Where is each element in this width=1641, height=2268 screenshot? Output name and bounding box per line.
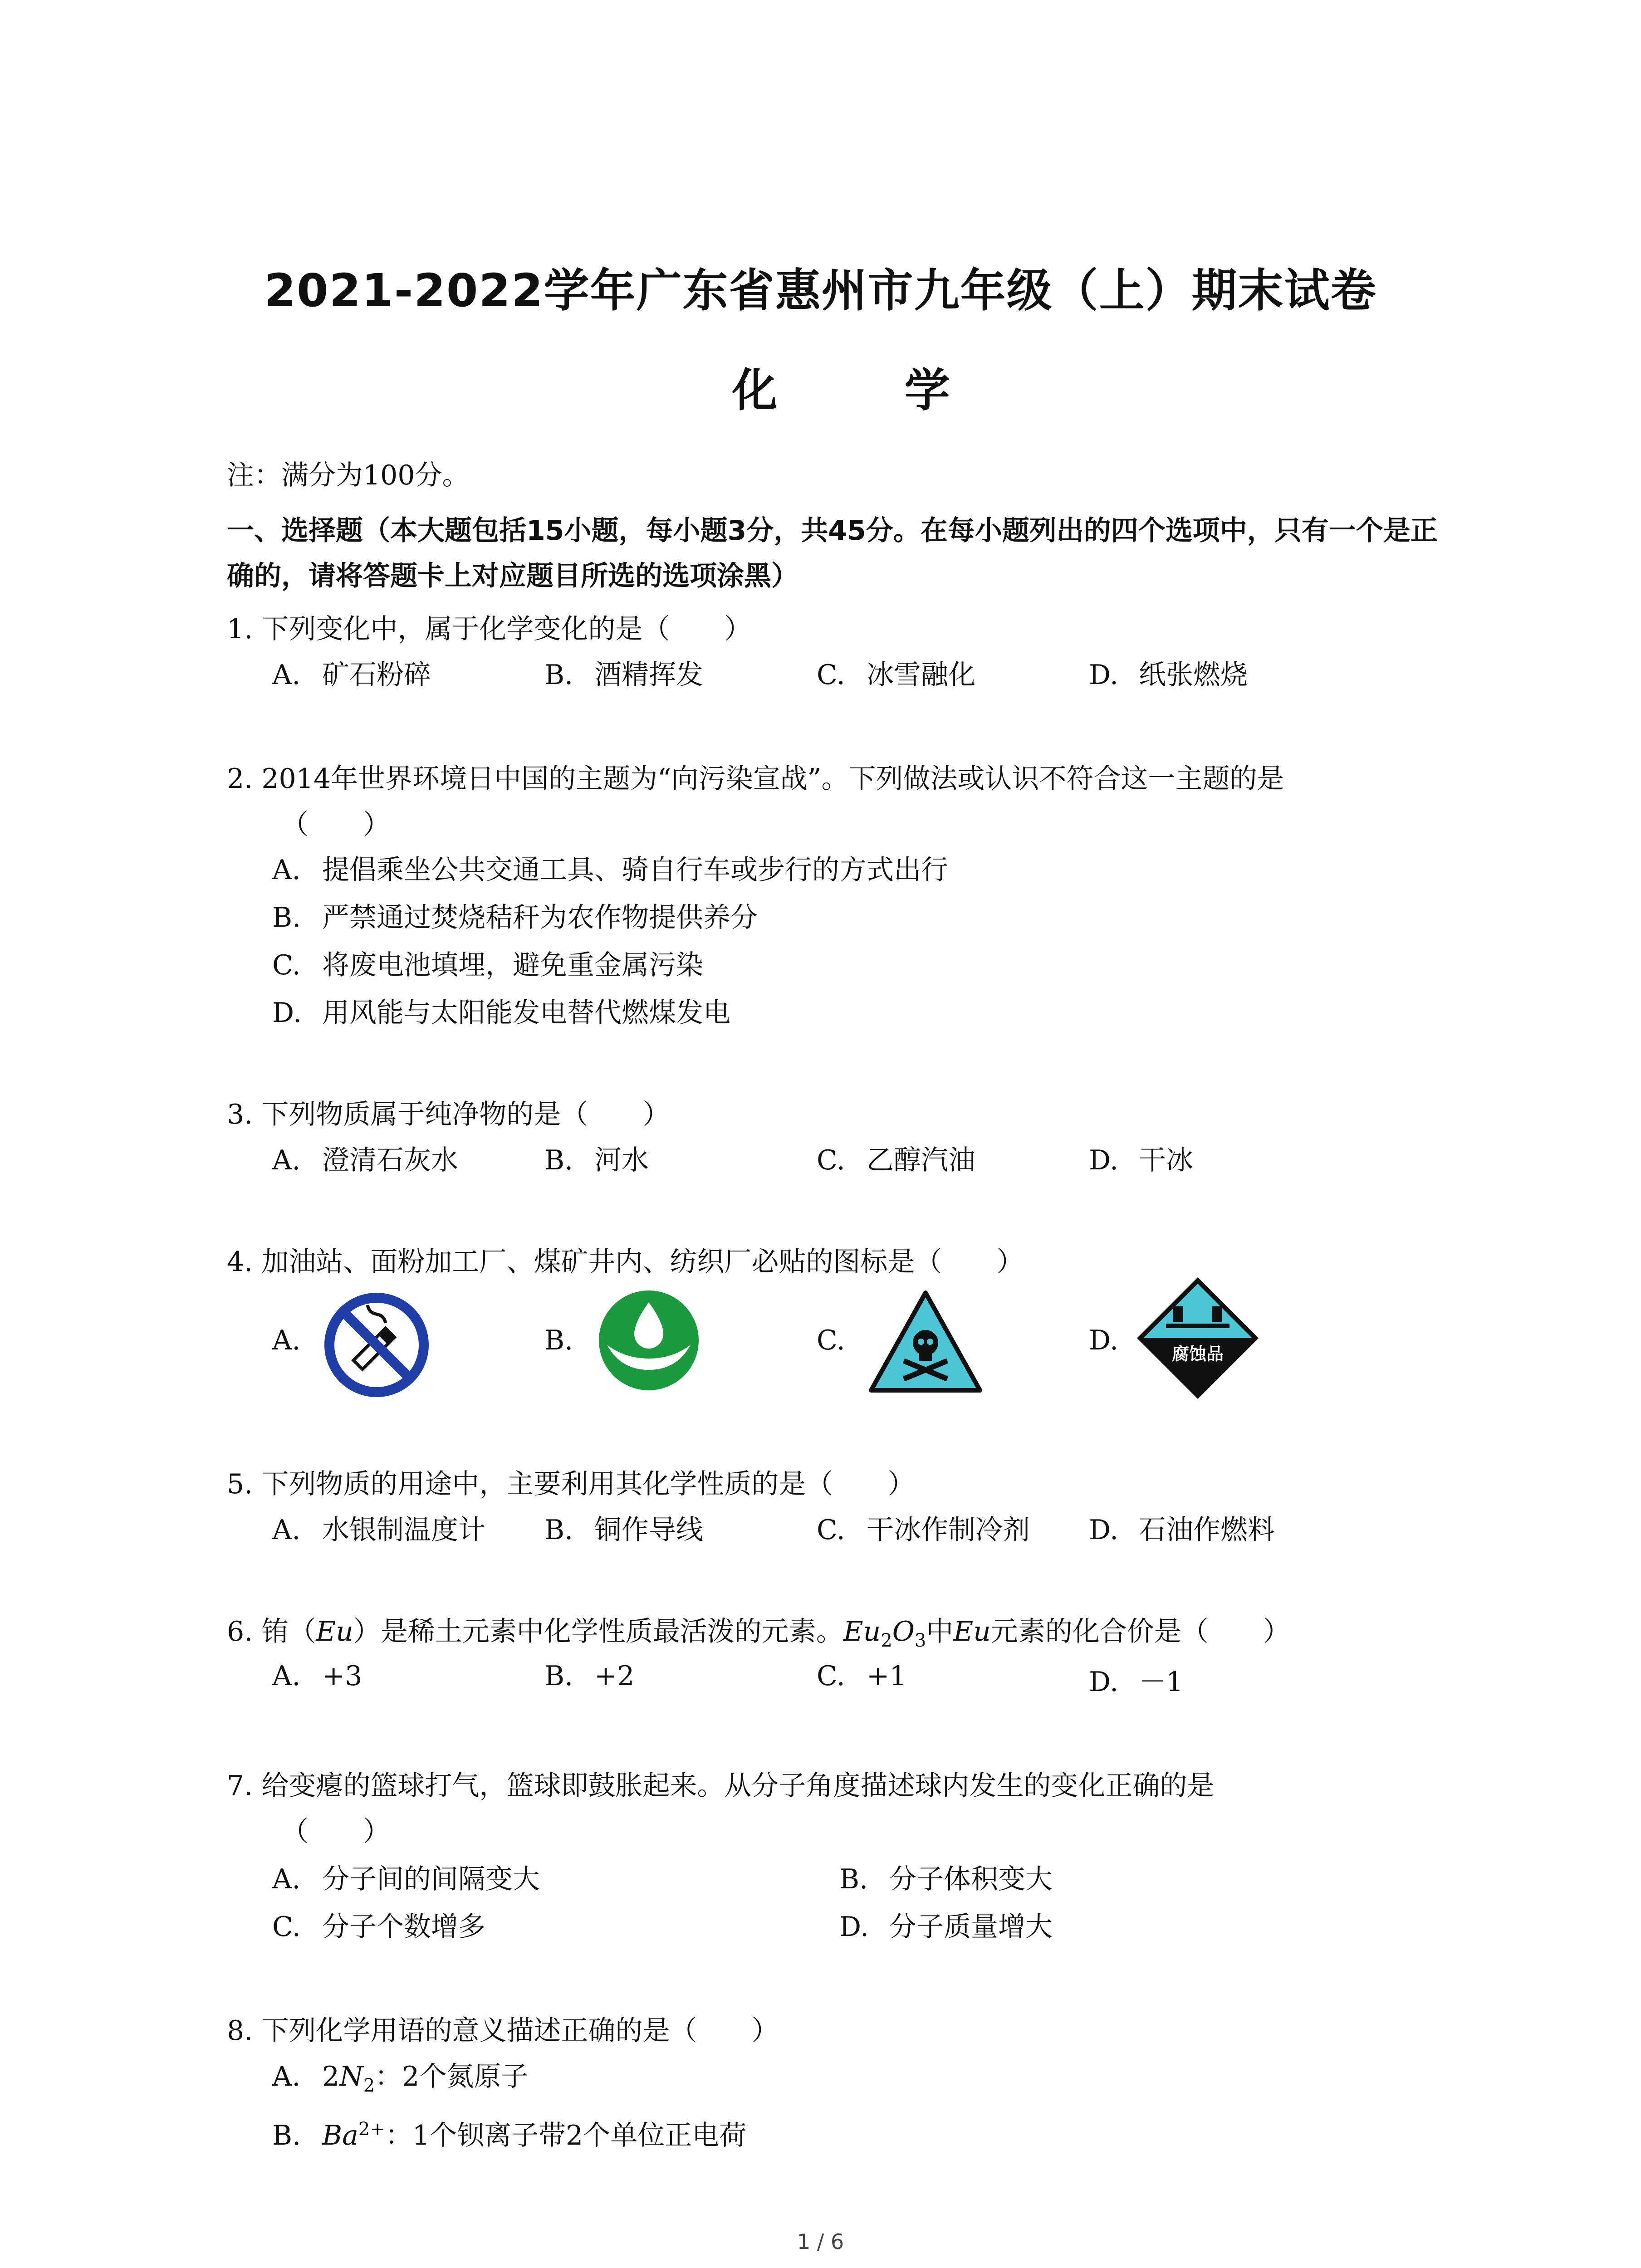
q1-option-d: D. 纸张燃烧 xyxy=(1089,659,1248,691)
exam-title: 2021-2022学年广东省惠州市九年级（上）期末试卷 xyxy=(264,264,1377,317)
q6-option-d: D. －1 xyxy=(1089,1666,1184,1698)
q8-option-a: A. $2N_2$：2个氮原子 xyxy=(272,2061,529,2096)
q5-option-d: D. 石油作燃料 xyxy=(1089,1514,1275,1546)
q4-label-d: D. xyxy=(1089,1325,1119,1356)
q7-option-c: C. 分子个数增多 xyxy=(272,1911,485,1943)
question-1-stem: 1. 下列变化中，属于化学变化的是（ ） xyxy=(227,613,752,645)
q6-option-a: A. +3 xyxy=(272,1660,362,1692)
corrosive-label: 腐蚀品 xyxy=(1171,1344,1224,1364)
q7-option-d: D. 分子质量增大 xyxy=(839,1911,1053,1943)
question-5-stem: 5. 下列物质的用途中，主要利用其化学性质的是（ ） xyxy=(227,1468,915,1500)
q2-option-a: A. 提倡乘坐公共交通工具、骑自行车或步行的方式出行 xyxy=(272,854,948,886)
question-2-blank: （ ） xyxy=(281,809,390,841)
q5-option-c: C. 干冰作制冷剂 xyxy=(817,1514,1030,1546)
q3-option-b: B. 河水 xyxy=(544,1144,649,1176)
question-7-stem: 7. 给变瘪的篮球打气，篮球即鼓胀起来。从分子角度描述球内发生的变化正确的是 xyxy=(227,1770,1215,1802)
score-note: 注：满分为100分。 xyxy=(227,459,470,491)
question-8-stem: 8. 下列化学用语的意义描述正确的是（ ） xyxy=(227,2015,779,2047)
q3-option-a: A. 澄清石灰水 xyxy=(272,1144,458,1176)
section-heading: 一、选择题（本大题包括15小题，每小题3分，共45分。在每小题列出的四个选项中，只有一个是正确的，请将答题卡上对应题目所选的选项涂黑） xyxy=(227,515,1438,592)
question-6-stem: 6. 铕（Eu）是稀土元素中化学性质最活泼的元素。$Eu_2O_3$中Eu元素的化合价是（ ） xyxy=(227,1616,1290,1651)
q6-option-b: B. +2 xyxy=(544,1660,635,1692)
q4-label-a: A. xyxy=(272,1325,301,1356)
water-saving-icon xyxy=(594,1286,703,1395)
q8-option-b: B. $Ba^{2+}$：1个钡离子带2个单位正电荷 xyxy=(272,2119,747,2151)
q2-option-d: D. 用风能与太阳能发电替代燃煤发电 xyxy=(272,997,730,1029)
q5-option-a: A. 水银制温度计 xyxy=(272,1514,485,1546)
subject-title: 化 学 xyxy=(732,364,991,417)
q1-option-c: C. 冰雪融化 xyxy=(817,659,975,691)
page-number: 1 / 6 xyxy=(797,2229,844,2254)
q1-option-b: B. 酒精挥发 xyxy=(544,659,703,691)
q2-option-b: B. 严禁通过焚烧秸秆为农作物提供养分 xyxy=(272,902,758,934)
question-2-stem: 2. 2014年世界环境日中国的主题为“向污染宣战”。下列做法或认识不符合这一主题的是 xyxy=(227,763,1284,795)
no-smoking-icon xyxy=(322,1290,431,1399)
q2-option-c: C. 将废电池填埋，避免重金属污染 xyxy=(272,949,703,981)
q5-option-b: B. 铜作导线 xyxy=(544,1514,703,1546)
q3-option-d: D. 干冰 xyxy=(1089,1144,1193,1176)
q4-label-c: C. xyxy=(817,1325,845,1356)
question-4-stem: 4. 加油站、面粉加工厂、煤矿井内、纺织厂必贴的图标是（ ） xyxy=(227,1246,1024,1278)
q4-label-b: B. xyxy=(544,1325,573,1356)
q6-option-c: C. +1 xyxy=(817,1660,907,1692)
question-7-blank: （ ） xyxy=(281,1816,390,1848)
q7-option-a: A. 分子间的间隔变大 xyxy=(272,1863,540,1895)
corrosive-warning-icon xyxy=(1134,1275,1261,1402)
question-3-stem: 3. 下列物质属于纯净物的是（ ） xyxy=(227,1099,670,1130)
q1-option-a: A. 矿石粉碎 xyxy=(272,659,431,691)
q7-option-b: B. 分子体积变大 xyxy=(839,1863,1053,1895)
toxic-warning-icon xyxy=(867,1288,975,1397)
q3-option-c: C. 乙醇汽油 xyxy=(817,1144,975,1176)
